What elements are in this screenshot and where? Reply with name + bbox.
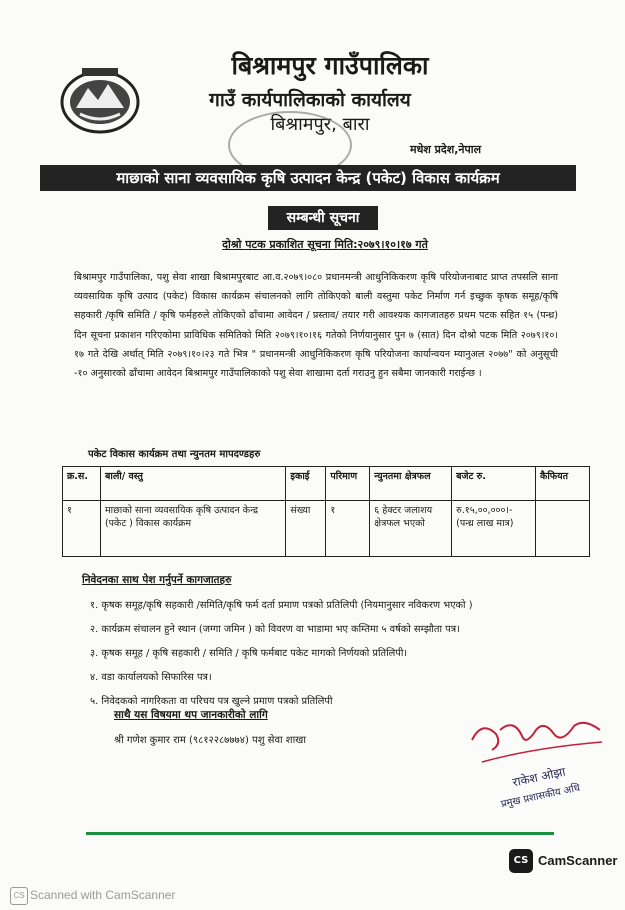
notice-body: बिश्रामपुर गाउँपालिका, पशु सेवा शाखा बिश्रामपुरबाट आ.व.२०७९।०८० प्रधानमन्त्री आधुनिकिकरण कृषि परियोजनाबाट प्राप्त तपसलि साना व्यवसायिक कृषि उत्पाद (पकेट) विकास कार्यक्रम संचालनको लागि तोकिएको बाली वस्तुमा पकेट निर्माण गर्न इच्छुक कृषक समूह/कृषि सहकारी /कृषि समिति / कृषि फर्महरुले तोकिएको ढाँचामा आवेदन / प्रस्ताव/ तयार गरी आवश्यक कागजातहरु प्रथम पटक सहित १५ (पन्ध्र) दिन सूचना प्रकाशन गरिएकोमा प्राविधिक समितिको मिति २०७९।१०।१६ गतेको निर्णयानुसार पुन ७ (सात) दिन दोश्रो पटक मिति २०७९।१०।१७ गते देखि अर्थात् मिति २०७९।१०।२३ गते भित्र " प्रधानमन्त्री आधुनिकिकरण कृषि परियोजना कार्यान्वयन म्यानुअल २०७७" को अनुसूची -१० अनुसारको ढाँचामा आवेदन बिश्रामपुर गाउँपालिकाको पशु सेवा शाखामा दर्ता गराउनु हुन सबैमा जानकारी गराईन्छ । (74, 272, 558, 380)
budget-words: (पन्ध्र लाख मात्र) (456, 518, 514, 529)
contact-person: श्री गणेश कुमार राम (९८१२२८७७७४) पशु सेवा शाखा (114, 735, 306, 746)
municipality-name: बिश्रामपुर गाउँपालिका (231, 51, 429, 80)
list-item-number: ४. (90, 672, 99, 683)
scanned-with-note: Scanned with CamScanner (30, 888, 176, 902)
second-publication-date: दोश्रो पटक प्रकाशित सूचना मिति:२०७९।१०।१७ गते (222, 238, 428, 251)
signatory-name: राकेश ओझा (511, 764, 567, 790)
table-header-row (63, 467, 590, 501)
cell-unit: संख्या (286, 501, 326, 557)
list-item-number: १. (90, 600, 99, 611)
list-item-text: कृषक समूह/कृषि सहकारी /समिति/कृषि फर्म दर्ता प्रमाण पत्रको प्रतिलिपी (नियमानुसार नविकरण भएको ) (101, 600, 473, 611)
criteria-table (62, 466, 590, 557)
col-header-quantity: परिमाण (326, 467, 370, 501)
col-header-remarks: कैफियत (536, 467, 590, 501)
province-name: मधेश प्रदेश,नेपाल (410, 143, 482, 156)
budget-amount: रु.१५,००,०००।- (456, 505, 513, 516)
col-header-sn: क्र.स. (63, 467, 101, 501)
list-item-text: वडा कार्यालयको सिफारिस पत्र। (101, 672, 212, 683)
list-item-number: ५. (90, 696, 99, 707)
contact-title: साथै यस विषयमा थप जानकारीको लागि (114, 709, 268, 721)
list-item (90, 594, 560, 618)
list-item-text: कार्यक्रम संचालन हुने स्थान (जग्गा जमिन ) को विवरण वा भाडामा भए कम्तिमा ५ वर्षको सम्झौता पत्र। (101, 624, 460, 635)
cell-area: ६ हेक्टर जलाशय क्षेत्रफल भएको (370, 501, 452, 557)
nepal-emblem-icon (58, 64, 142, 136)
col-header-item: बाली/ वस्तु (100, 467, 285, 501)
cell-budget (452, 501, 536, 557)
list-item (90, 618, 560, 642)
list-item-number: २. (90, 624, 99, 635)
list-item-text: कृषक समूह / कृषि सहकारी / समिति / कृषि फर्मबाट पकेट मागको निर्णयको प्रतिलिपी। (101, 648, 408, 659)
list-item (90, 642, 560, 666)
col-header-unit: इकाई (286, 467, 326, 501)
list-item (90, 666, 560, 690)
documents-list (90, 594, 560, 714)
signatory-title: प्रमुख प्रशासकीय अधि (500, 782, 582, 811)
list-item-number: ३. (90, 648, 99, 659)
table-row (63, 501, 590, 557)
office-address: बिश्रामपुर, बारा (270, 114, 370, 135)
camscanner-logo-icon: CS (509, 849, 533, 873)
cell-remarks (536, 501, 590, 557)
office-name: गाउँ कार्यपालिकाको कार्यालय (209, 89, 411, 111)
notice-label: सम्बन्धी सूचना (268, 206, 378, 230)
table-title: पकेट विकास कार्यक्रम तथा न्युनतम मापदण्डहरु (88, 449, 261, 460)
documents-title: निवेदनका साथ पेश गर्नुपर्ने कागजातहरु (82, 574, 232, 586)
cell-quantity: १ (326, 501, 370, 557)
camscanner-brand: CamScanner (538, 853, 618, 868)
list-item-text: निवेदकको नागरिकता वा परिचय पत्र खुल्ने प्रमाण पत्रको प्रतिलिपी (101, 696, 333, 707)
camscanner-small-icon: CS (10, 887, 28, 905)
program-title-banner: माछाको साना व्यवसायिक कृषि उत्पादन केन्द्र (पकेट) विकास कार्यक्रम (40, 165, 576, 191)
col-header-budget: बजेट रु. (452, 467, 536, 501)
footer-divider (86, 832, 554, 835)
cell-item: माछाको साना व्यवसायिक कृषि उत्पादन केन्द्र (पकेट ) विकास कार्यक्रम (100, 501, 285, 557)
col-header-area: न्युनतमा क्षेत्रफल (370, 467, 452, 501)
cell-sn: १ (63, 501, 101, 557)
